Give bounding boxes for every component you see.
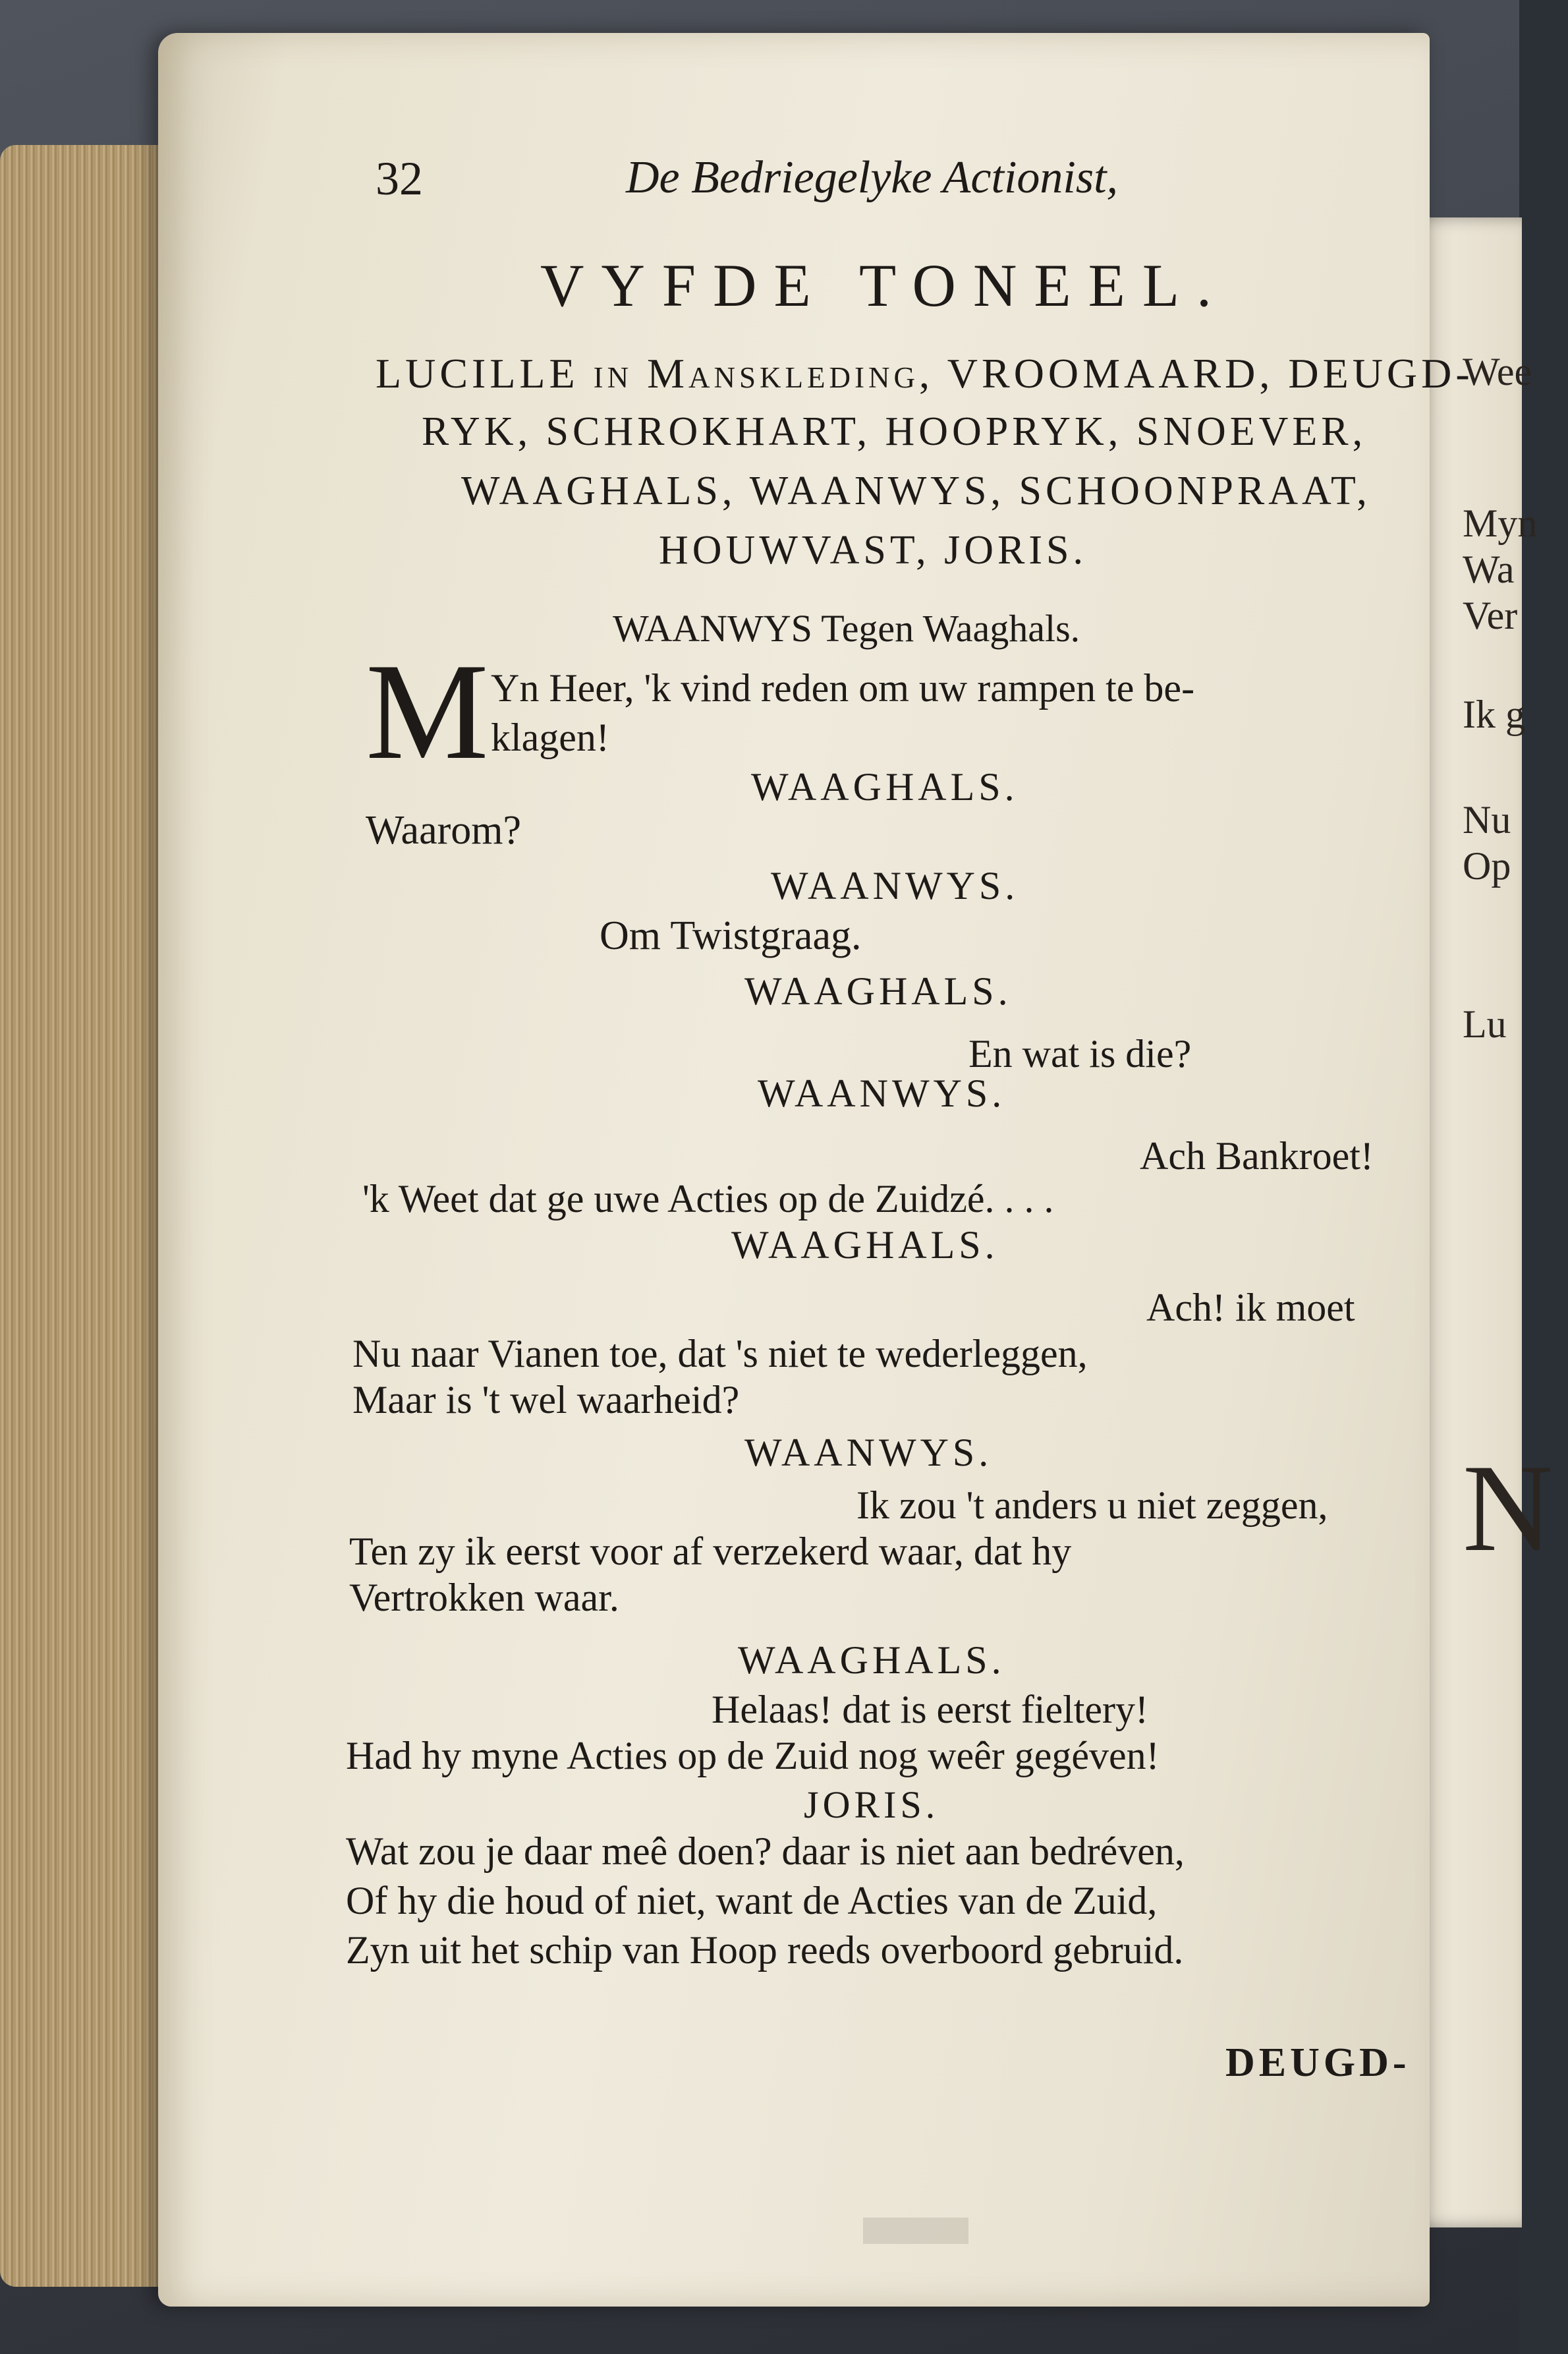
verse-line: En wat is die?: [968, 1032, 1192, 1076]
verse-line: Om Twistgraag.: [600, 913, 862, 958]
cast-line: RYK, SCHROKHART, HOOPRYK, SNOEVER,: [422, 409, 1367, 454]
facing-fragment: Myn: [1463, 502, 1538, 545]
verse-line: Had hy myne Acties op de Zuid nog weêr gegéven!: [346, 1734, 1160, 1777]
facing-fragment: Ver: [1463, 594, 1518, 637]
verse-line: Ach! ik moet: [1146, 1286, 1355, 1329]
speaker-name: WAANWYS.: [771, 864, 1019, 907]
verse-line: Ten zy ik eerst voor af verzekerd waar, dat hy: [349, 1530, 1072, 1573]
speaker-name: JORIS.: [804, 1783, 939, 1826]
verse-line: Nu naar Vianen toe, dat 's niet te wederleggen,: [352, 1332, 1088, 1375]
facing-fragment: Lu: [1463, 1002, 1507, 1046]
speaker-name: WAAGHALS.: [744, 969, 1012, 1013]
verse-line: Maar is 't wel waarheid?: [352, 1378, 740, 1421]
verse-line: Wat zou je daar meê doen? daar is niet aan bedréven,: [346, 1829, 1185, 1873]
verse-line: Yn Heer, 'k vind reden om uw rampen te be-: [491, 666, 1195, 710]
facing-fragment: N: [1463, 1439, 1554, 1578]
facing-fragment: Wa: [1463, 548, 1515, 591]
speaker-name: WAAGHALS.: [738, 1638, 1005, 1682]
page-number: 32: [376, 152, 423, 205]
cast-line: HOUWVAST, JORIS.: [659, 528, 1088, 573]
facing-fragment: Wee: [1463, 350, 1532, 393]
verse-line: Waarom?: [366, 808, 521, 853]
verse-line: Ik zou 't anders u niet zeggen,: [856, 1483, 1328, 1527]
facing-fragment: Op: [1463, 844, 1511, 888]
running-title: De Bedriegelyke Actionist,: [626, 152, 1119, 203]
cast-line: LUCILLE in Manskleding, VROOMAARD, DEUGD-: [376, 350, 1474, 397]
verse-line: Zyn uit het schip van Hoop reeds overboord gebruid.: [346, 1928, 1184, 1972]
verse-line: 'k Weet dat ge uwe Acties op de Zuidzé. . . .: [362, 1177, 1054, 1220]
verse-line: Of hy die houd of niet, want de Acties van de Zuid,: [346, 1879, 1158, 1922]
paper-stamp: [863, 2218, 968, 2244]
facing-fragment: Ik g: [1463, 693, 1525, 736]
cast-line: WAAGHALS, WAANWYS, SCHOONPRAAT,: [461, 469, 1371, 513]
stage-direction: WAANWYS Tegen Waaghals.: [613, 607, 1080, 650]
verse-line: klagen!: [491, 716, 609, 759]
drop-capital: M: [366, 635, 489, 788]
speaker-name: WAAGHALS.: [731, 1223, 999, 1267]
facing-fragment: Nu: [1463, 798, 1511, 842]
speaker-name: WAANWYS.: [744, 1431, 993, 1474]
verse-line: Helaas! dat is eerst fieltery!: [712, 1688, 1149, 1731]
scene-title: VYFDE TONEEL.: [540, 252, 1229, 319]
verse-line: Vertrokken waar.: [349, 1576, 619, 1619]
speaker-name: WAANWYS.: [758, 1072, 1006, 1115]
catchword: DEUGD-: [1225, 2040, 1411, 2085]
verse-line: Ach Bankroet!: [1140, 1134, 1374, 1178]
speaker-name: WAAGHALS.: [751, 765, 1019, 809]
